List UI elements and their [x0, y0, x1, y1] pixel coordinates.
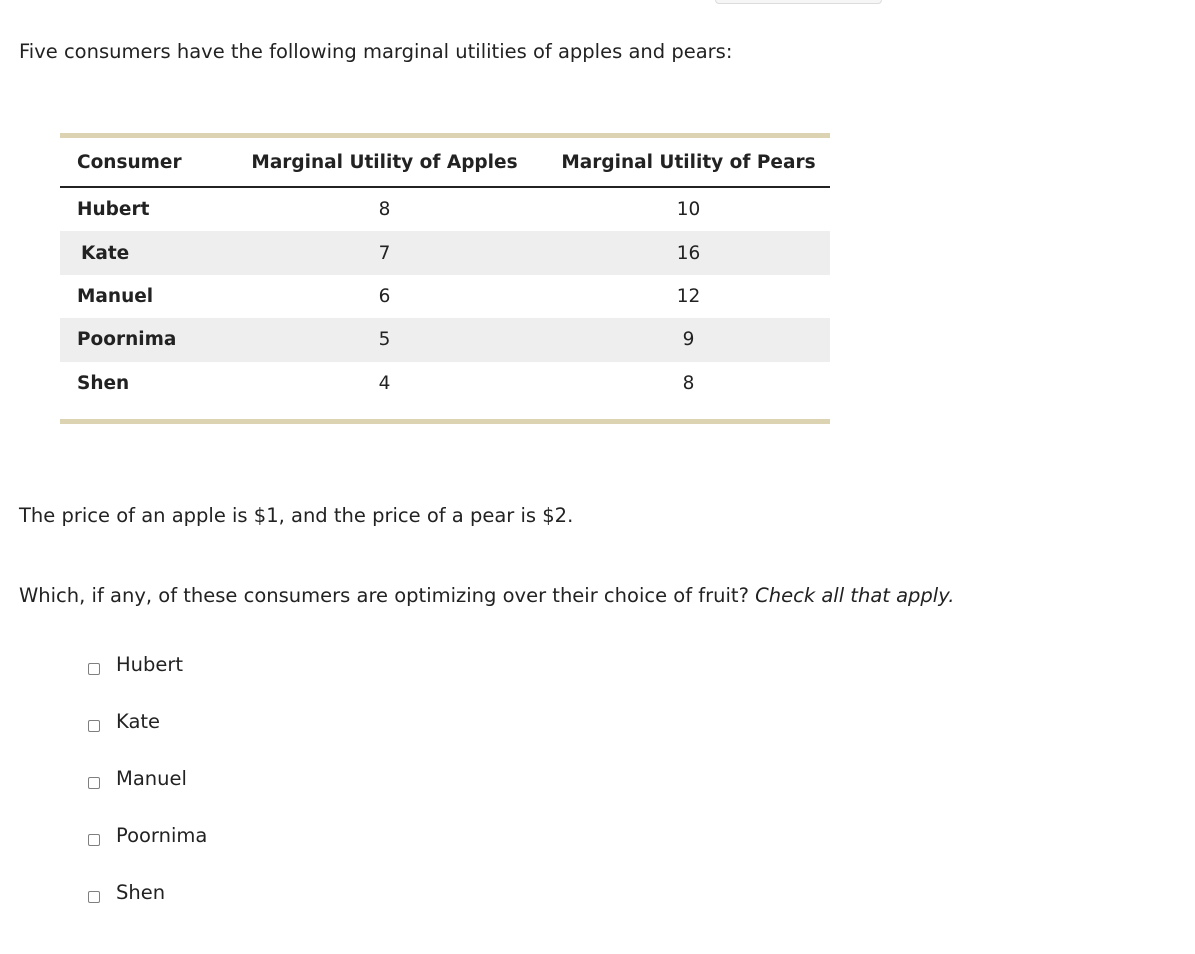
option-manuel[interactable] [88, 764, 207, 821]
table-row [60, 318, 830, 361]
utility-table-grid [60, 138, 830, 419]
checkbox-kate[interactable] [88, 720, 100, 732]
utility-table [60, 133, 830, 424]
header-consumer: Consumer [60, 138, 222, 187]
option-poornima[interactable] [88, 821, 207, 878]
option-label[interactable]: Hubert [116, 653, 184, 676]
row-apples-value: 8 [378, 199, 391, 221]
header-apples: Marginal Utility of Apples [222, 138, 547, 187]
checkbox-poornima[interactable] [88, 834, 100, 846]
row-consumer-name: Shen [77, 372, 130, 394]
table-bottom-rule [60, 419, 830, 424]
row-apples-value: 5 [222, 318, 547, 361]
row-apples-value: 6 [378, 285, 391, 307]
row-pears-value: 9 [547, 318, 830, 361]
header-pears: Marginal Utility of Pears [547, 138, 830, 187]
price-text: The price of an apple is $1, and the price of a pear is $2. [19, 504, 574, 527]
checkbox-manuel[interactable] [88, 777, 100, 789]
row-pears-value: 16 [547, 231, 830, 274]
checkbox-shen[interactable] [88, 891, 100, 903]
option-label[interactable]: Manuel [116, 767, 187, 790]
row-consumer-name: Poornima [60, 318, 222, 361]
row-apples-value: 7 [222, 231, 547, 274]
row-pears-value: 12 [676, 285, 701, 307]
option-label[interactable]: Shen [116, 881, 166, 904]
option-hubert[interactable] [88, 650, 207, 707]
top-tab-edge [715, 0, 882, 4]
question-prompt: Which, if any, of these consumers are optimizing over their choice of fruit? [19, 584, 749, 607]
row-pears-value: 10 [676, 199, 701, 221]
option-label[interactable]: Poornima [116, 824, 208, 847]
row-pears-value: 8 [682, 372, 695, 394]
table-row [60, 187, 830, 231]
question-instruction: Check all that apply. [755, 584, 955, 607]
row-apples-value: 4 [378, 372, 391, 394]
intro-text: Five consumers have the following marginal utilities of apples and pears: [19, 40, 733, 63]
option-label[interactable]: Kate [116, 710, 161, 733]
row-consumer-name: Hubert [77, 199, 150, 221]
option-kate[interactable] [88, 707, 207, 764]
table-row [60, 231, 830, 274]
row-consumer-name: Kate [60, 231, 222, 274]
table-row [60, 362, 830, 405]
row-consumer-name: Manuel [77, 285, 154, 307]
table-bottom-spacer [60, 405, 830, 419]
option-shen[interactable] [88, 878, 207, 935]
checkbox-hubert[interactable] [88, 663, 100, 675]
table-header-row [60, 138, 830, 187]
answer-options [88, 650, 207, 935]
table-row [60, 275, 830, 318]
question-text [19, 584, 954, 607]
